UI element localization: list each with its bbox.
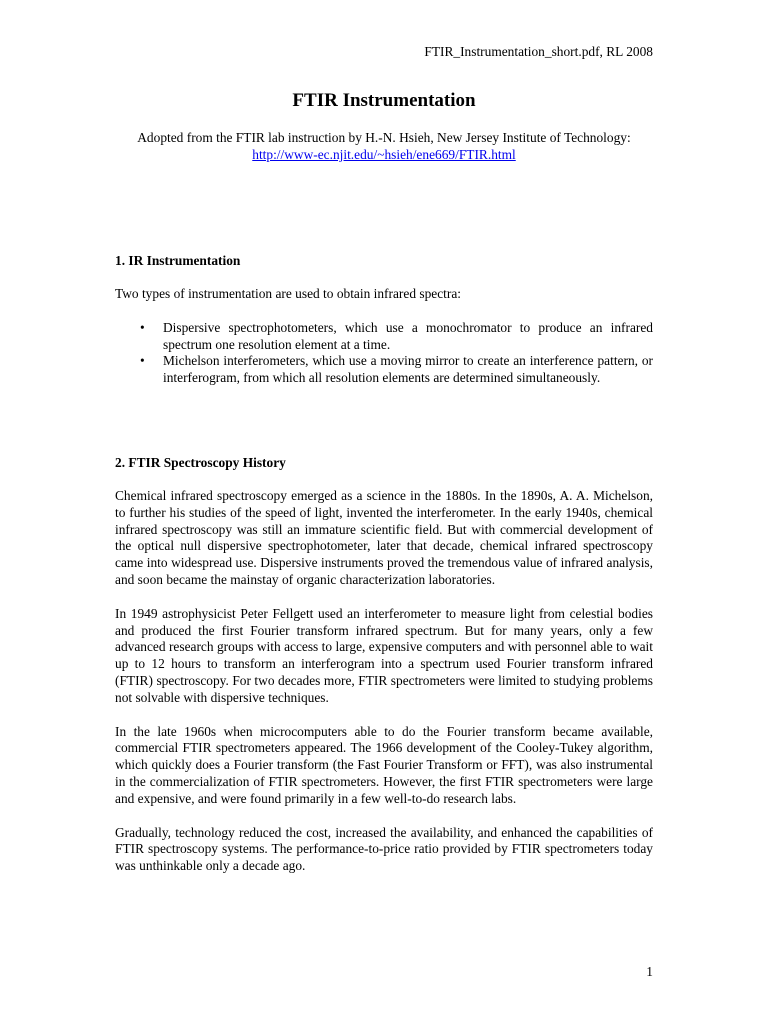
section-heading: 1. IR Instrumentation — [115, 253, 241, 268]
bullet-icon: • — [140, 319, 145, 335]
section-ftir-history — [115, 454, 653, 875]
list-item-text: Michelson interferometers, which use a moving mirror to create an interference pattern, or interferogram, from which all resolution elements are determined simultaneously. — [163, 353, 653, 386]
instrument-list — [115, 320, 653, 387]
subtitle — [115, 129, 653, 163]
bullet-icon: • — [140, 353, 145, 369]
paragraph: Chemical infrared spectroscopy emerged as a science in the 1880s. In the 1890s, A. A. Michelson, to further his studies of the speed of light, invented the interferometer. In the early 1940s, chemical infrared spectroscopy was still an immature scientific field. But with commercial development of the optical null dispersive spectrophotometer, later that decade, chemical infrared spectroscopy came into widespread use. Dispersive instruments proved the tremendous value of infrared analysis, and soon became the mainstay of organic characterization laboratories. — [115, 488, 653, 587]
paragraph: In 1949 astrophysicist Peter Fellgett used an interferometer to measure light from celestial bodies and produced the first Fourier transform infrared spectrum. But for many years, only a few advanced research groups with access to large, expensive computers and with personnel able to wait up to 12 hours to transform an interferogram into a spectrum used Fourier transform infrared (FTIR) spectroscopy. For two decades more, FTIR spectrometers were limited to studying problems not solvable with dispersive techniques. — [115, 605, 653, 705]
header-note: FTIR_Instrumentation_short.pdf, RL 2008 — [424, 44, 653, 59]
page-number: 1 — [646, 964, 653, 979]
page-title: FTIR Instrumentation — [292, 90, 476, 111]
section-heading: 2. FTIR Spectroscopy History — [115, 455, 286, 470]
source-link[interactable]: http://www-ec.njit.edu/~hsieh/ene669/FTIR.html — [252, 147, 516, 162]
list-item-text: Dispersive spectrophotometers, which use a monochromator to produce an infrared spectrum one resolution element at a time. — [163, 319, 653, 352]
list-item — [115, 353, 653, 387]
list-item — [115, 320, 653, 354]
subtitle-text: Adopted from the FTIR lab instruction by H.-N. Hsieh, New Jersey Institute of Technology: — [137, 130, 631, 145]
section-ir-instrumentation — [115, 252, 653, 387]
section-intro: Two types of instrumentation are used to obtain infrared spectra: — [115, 286, 461, 301]
paragraph: Gradually, technology reduced the cost, increased the availability, and enhanced the capabilities of FTIR spectroscopy systems. The performance-to-price ratio provided by FTIR spectrometers today was unthinkable only a decade ago. — [115, 824, 653, 874]
paragraph: In the late 1960s when microcomputers able to do the Fourier transform became available, commercial FTIR spectrometers appeared. The 1966 development of the Cooley-Tukey algorithm, which quickly does a Fourier transform (the Fast Fourier Transform or FFT), was also instrumental in the commercialization of FTIR spectrometers. However, the first FTIR spectrometers were large and expensive, and were found primarily in a few well-to-do research labs. — [115, 723, 653, 806]
